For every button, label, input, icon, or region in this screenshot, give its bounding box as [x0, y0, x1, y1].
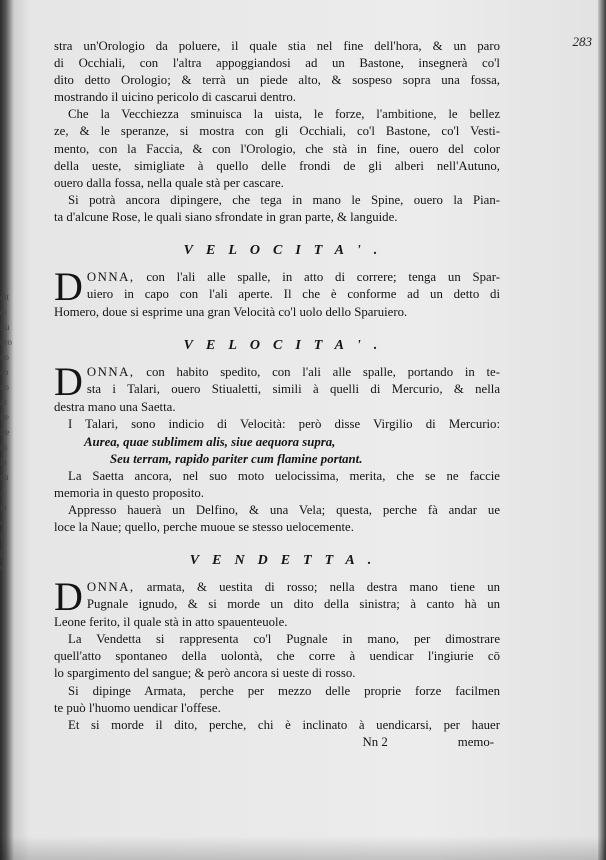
- text-line: dito detto Orologio; & terrà un piede alto, & sospeso sopra una fossa,: [54, 73, 500, 88]
- drop-cap: D: [54, 574, 83, 620]
- edge-fragment: e: [0, 562, 4, 572]
- text-line: ze, & le speranze, si mostra con gli Occhiali, co'l Bastone, co'l Vesti-: [54, 124, 500, 139]
- page-right-edge: [598, 0, 606, 860]
- small-caps-word: ONNA,: [86, 580, 135, 595]
- edge-fragment: lle: [0, 412, 9, 422]
- text-line: Si dipinge Armata, perche per mezzo delle proprie forze facilmen: [68, 683, 500, 698]
- text-line: uiero in capo con l'ali aperte. Il che è conforme ad un detto di: [86, 287, 500, 302]
- edge-fragment: ilu: [0, 322, 10, 332]
- edge-fragment: ia: [0, 502, 7, 512]
- text-line: memoria in questo proposito.: [54, 485, 204, 500]
- drop-cap: D: [54, 359, 83, 405]
- edge-fragment: e: [0, 517, 4, 527]
- edge-fragment: a: [0, 487, 4, 497]
- edge-fragment: ru: [0, 442, 8, 452]
- entry-velocita-2: [54, 359, 500, 416]
- edge-fragment: co: [0, 367, 9, 377]
- text-line: stra un'Orologio da poluere, il quale stia nel fine dell'hora, & un paro: [54, 39, 500, 53]
- catchword: memo-: [457, 734, 494, 749]
- text-line: Si potrà ancora dipingere, che tega in mano le Spine, ouero la Pian-: [68, 192, 500, 207]
- section-heading-velocita: VELOCITA'.: [183, 243, 391, 259]
- text-run: con l'ali alle spalle, in atto di correre; tenga un Spar-: [134, 270, 500, 285]
- previous-page-edge: [0, 290, 16, 730]
- text-line: Leone ferito, il quale stà in atto spauenteuole.: [54, 615, 288, 630]
- edge-fragment: uo: [0, 382, 9, 392]
- edge-fragment: lre: [0, 427, 10, 437]
- text-line: [87, 364, 500, 381]
- paragraph: [54, 106, 500, 191]
- verse-line: Aurea, quae sublimem alis, siue aequora supra,: [84, 434, 336, 449]
- intro-paragraph: [54, 38, 500, 106]
- text-line: destra mano una Saetta.: [54, 400, 176, 415]
- entry-velocita-1: [54, 264, 500, 321]
- text-line: ta d'alcune Rose, le quali siano sfrondate in gran parte, & languide.: [54, 209, 398, 224]
- edge-fragment: l: [0, 532, 3, 542]
- text-line: lo spargimento del sangue; & però ancora si ueste di rosso.: [54, 666, 356, 681]
- edge-fragment: uro: [0, 337, 12, 347]
- edge-fragment: ar: [0, 397, 7, 407]
- text-line: Appresso hauerà un Delfino, & una Vela; questa, perche fà andar ue: [68, 502, 500, 517]
- text-line: Homero, doue si esprime una gran Velocità co'l uolo dello Sparuiero.: [54, 305, 408, 320]
- text-line: [87, 269, 500, 286]
- text-line: loce la Naue; quello, perche muoue se stesso uelocemente.: [54, 519, 354, 534]
- text-line: mento, con la Faccia, & con l'Orologio, che stà in fine, ouero del color: [54, 141, 500, 156]
- text-line: mostrando il uicino pericolo di cascarui dentro.: [54, 90, 297, 105]
- signature-mark: Nn 2: [362, 734, 388, 749]
- edge-fragment: di: [0, 307, 8, 317]
- edge-fragment: uo: [0, 352, 9, 362]
- text-line: Et si morde il dito, perche, chi è inclinato à uendicarsi, per hauer: [68, 717, 500, 732]
- text-line: quell'atto spontaneo della uolontà, che corre à uendicar l'ingiurie cō: [54, 649, 500, 664]
- edge-fragment: p: [0, 547, 5, 557]
- text-line: sta i Talari, ouero Stiualetti, simili à quelli di Mercurio, & nella: [86, 382, 500, 397]
- text-block: [54, 38, 500, 751]
- text-line: della ueste, simigliate à quello delle frondi de gli alberi nell'Autuno,: [54, 158, 500, 173]
- section-heading-vendetta: VENDETTA.: [189, 553, 385, 569]
- text-line: te può l'huomo uendicar l'offese.: [54, 700, 221, 715]
- text-line: di Occhiali, con l'altra appoggiandosi ad un Bastone, insegnerà co'l: [54, 56, 500, 71]
- edge-fragment: ua: [0, 472, 9, 482]
- text-run: armata, & uestita di rosso; nella destra mano tiene un: [134, 580, 500, 595]
- text-line: La Saetta ancora, nel suo moto uelocissima, merita, che se ne faccie: [68, 468, 500, 483]
- page-number: 283: [572, 34, 592, 49]
- page-bottom-shade: [0, 836, 606, 860]
- text-run: con habito spedito, con l'ali alle spalle, portando in te-: [134, 365, 500, 380]
- text-line: [87, 579, 500, 596]
- text-line: Che la Vecchiezza sminuisca la uista, le forze, l'ambitione, le bellez: [68, 107, 500, 122]
- section-heading-velocita-2: VELOCITA'.: [183, 338, 391, 354]
- verse-line: Seu terram, rapido pariter cum flamine portant.: [110, 451, 363, 466]
- edge-fragment: la: [0, 457, 7, 467]
- entry-vendetta: [54, 574, 500, 631]
- text-line: Pugnale ignudo, & si morde un dito della sinistra; à canto hà un: [86, 597, 500, 612]
- text-line: La Vendetta si rappresenta co'l Pugnale in mano, per dimostrare: [68, 632, 500, 647]
- small-caps-word: ONNA,: [86, 365, 135, 380]
- paragraph: [54, 192, 500, 226]
- page-footer: [54, 734, 500, 751]
- drop-cap: D: [54, 264, 83, 310]
- small-caps-word: ONNA,: [86, 270, 135, 285]
- text-line: ouero dalla fossa, nella quale stà per cascare.: [54, 175, 284, 190]
- text-line: I Talari, sono indicio di Velocità: però disse Virgilio di Mercurio:: [68, 417, 500, 432]
- edge-fragment: cit: [0, 292, 9, 302]
